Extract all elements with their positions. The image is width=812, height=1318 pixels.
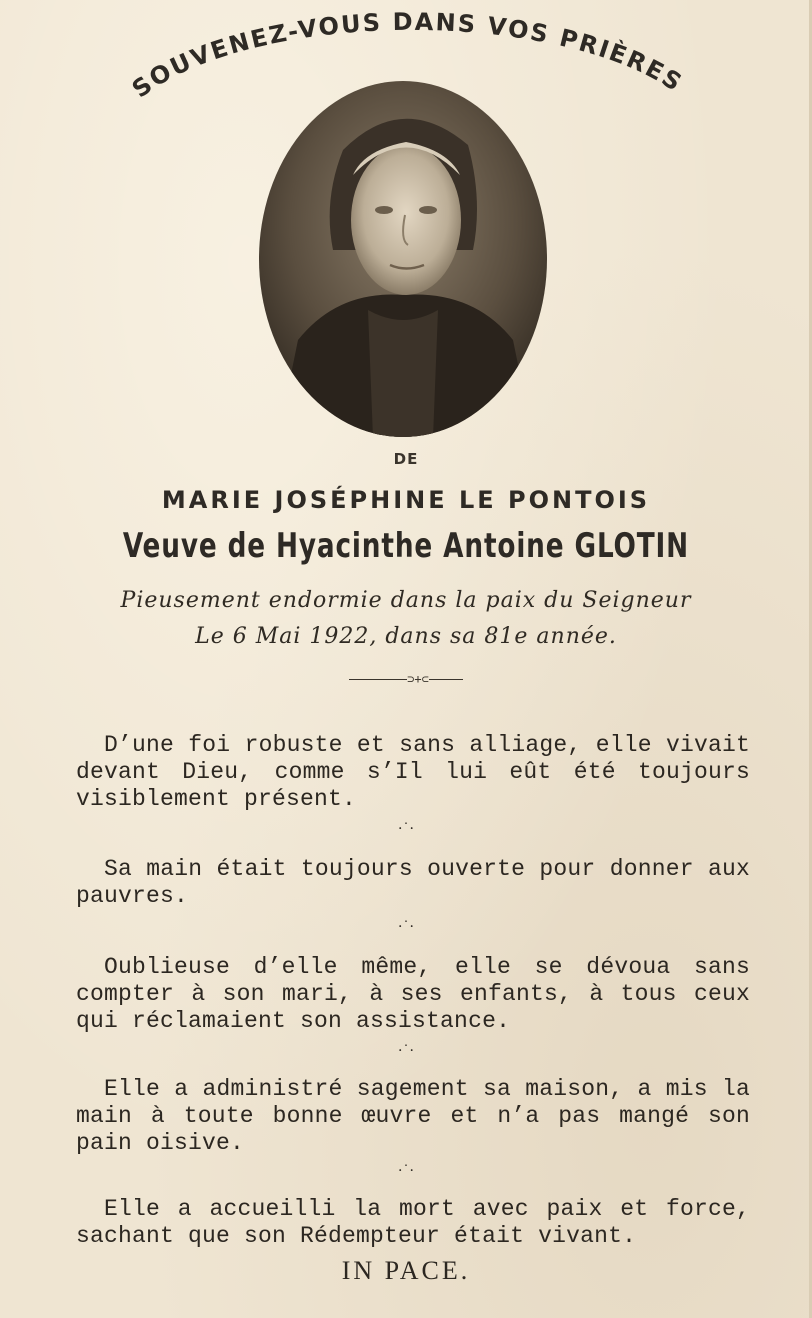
de-label: DE <box>393 450 419 468</box>
separator-dots: ·˙· <box>398 1043 414 1059</box>
separator-dots: ·˙· <box>398 1163 414 1179</box>
separator-dots: ·˙· <box>398 821 414 837</box>
divider-line-right <box>429 679 463 680</box>
divider-line-left <box>349 679 407 680</box>
death-date-line: Le 6 Mai 1922, dans sa 81e année. <box>195 624 617 649</box>
paragraph-devotion: Oublieuse d’elle même, elle se dévoua sans compter à son mari, à ses enfants, à tous ceux qui réclamaient son assistance. <box>76 954 750 1034</box>
widow-of-line: Veuve de Hyacinthe Antoine GLOTIN <box>122 526 690 566</box>
paragraph-household: Elle a administré sagement sa maison, a mis la main à toute bonne œuvre et n’a pas mangé son pain oisive. <box>76 1076 750 1156</box>
ornament-glyph: ⊃+⊂ <box>407 672 429 686</box>
peaceful-rest-line: Pieusement endormie dans la paix du Seigneur <box>120 588 692 613</box>
arc-header-text: SOUVENEZ-VOUS DANS VOS PRIÈRES <box>126 7 689 104</box>
paragraph-faith: D’une foi robuste et sans alliage, elle vivait devant Dieu, comme s’Il lui eût été toujours visiblement présent. <box>76 732 750 812</box>
portrait-photo <box>258 80 548 438</box>
deceased-name: MARIE JOSÉPHINE LE PONTOIS <box>161 486 651 514</box>
paragraph-charity: Sa main était toujours ouverte pour donner aux pauvres. <box>76 856 750 909</box>
separator-dots: ·˙· <box>398 919 414 935</box>
in-pace-closing: IN PACE. <box>341 1256 471 1285</box>
paragraph-death: Elle a accueilli la mort avec paix et force, sachant que son Rédempteur était vivant. <box>76 1196 750 1249</box>
ornament-divider <box>0 672 812 686</box>
